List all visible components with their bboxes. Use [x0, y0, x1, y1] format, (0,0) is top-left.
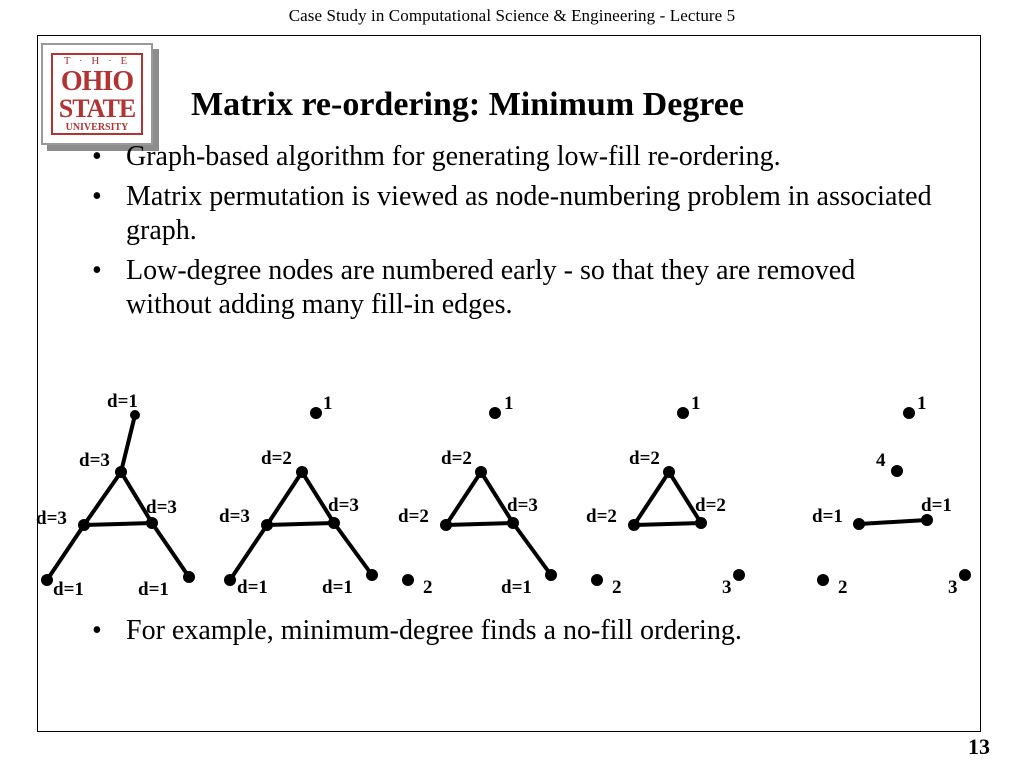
graph-node	[78, 519, 90, 531]
graph-node	[903, 407, 915, 419]
graph-edges	[47, 415, 927, 580]
node-label: d=1	[237, 577, 268, 598]
node-label: d=1	[107, 391, 138, 412]
graph-edge	[446, 472, 481, 525]
graph-node	[366, 569, 378, 581]
page-number: 13	[968, 734, 990, 759]
node-label: 3	[948, 577, 958, 598]
graph-node	[663, 466, 675, 478]
graph-node	[733, 569, 745, 581]
graph-node	[628, 519, 640, 531]
node-label: d=2	[261, 448, 292, 469]
bullet-text: Matrix permutation is viewed as node-numbering problem in associated graph.	[126, 181, 932, 246]
logo-line-ohio: OHIO	[60, 65, 134, 97]
node-label: 3	[722, 577, 732, 598]
graph-node	[146, 517, 158, 529]
graph-node	[959, 569, 971, 581]
node-label: 1	[691, 393, 701, 414]
graph-node	[41, 574, 53, 586]
bullet-text: Graph-based algorithm for generating low-fill re-ordering.	[126, 141, 781, 172]
node-label: 1	[917, 393, 927, 414]
node-label: d=1	[921, 495, 952, 516]
node-label: d=3	[36, 508, 67, 529]
graph-edge	[152, 523, 189, 577]
graph-edge	[859, 520, 927, 524]
node-label: 1	[323, 393, 333, 414]
node-label: d=2	[586, 506, 617, 527]
graph-edge	[84, 523, 152, 525]
graph-node	[591, 574, 603, 586]
logo-line-the: T · H · E	[63, 54, 131, 67]
node-label: 1	[504, 393, 514, 414]
graph-nodes	[41, 407, 971, 586]
node-label: 4	[876, 450, 886, 471]
bullet-marker: •	[92, 615, 102, 646]
graph-node	[489, 407, 501, 419]
graph-edge	[513, 523, 551, 575]
graph-node	[677, 407, 689, 419]
node-label: 2	[612, 577, 622, 598]
graph-node	[115, 466, 127, 478]
logo-line-university: UNIVERSITY	[65, 121, 129, 133]
node-label: d=1	[138, 579, 169, 600]
bullet-marker: •	[92, 181, 102, 212]
graph-node	[328, 517, 340, 529]
graph-node	[507, 517, 519, 529]
node-label: d=1	[322, 577, 353, 598]
graph-node	[475, 466, 487, 478]
graph-node	[296, 466, 308, 478]
graph-node	[261, 519, 273, 531]
graph-node	[310, 407, 322, 419]
node-label: d=3	[219, 506, 250, 527]
graph-node	[817, 574, 829, 586]
graph-edge	[446, 523, 513, 525]
graph-edge	[230, 525, 267, 580]
node-label: d=3	[328, 495, 359, 516]
graph-edge	[267, 472, 302, 525]
graph-node	[402, 574, 414, 586]
slide-header: Case Study in Computational Science & Engineering - Lecture 5	[288, 6, 736, 25]
node-label: d=2	[441, 448, 472, 469]
node-label: d=2	[398, 506, 429, 527]
graph-node	[545, 569, 557, 581]
graph-node	[183, 571, 195, 583]
graph-node	[224, 574, 236, 586]
node-label: d=3	[79, 450, 110, 471]
slide-title: Matrix re-ordering: Minimum Degree	[191, 86, 744, 123]
graph-edge	[334, 523, 372, 575]
bullet-text: Low-degree nodes are numbered early - so that they are removed without adding many fill-in edges.	[126, 255, 856, 320]
bullet-marker: •	[92, 141, 102, 172]
bullet-text: For example, minimum-degree finds a no-fill ordering.	[126, 615, 742, 646]
node-label: d=3	[146, 497, 177, 518]
node-label: d=1	[812, 506, 843, 527]
bullet-marker: •	[92, 255, 102, 286]
graph-edge	[634, 523, 701, 525]
graph-edge	[267, 523, 334, 525]
graph-node	[891, 465, 903, 477]
node-label: d=1	[501, 577, 532, 598]
graph-edge	[121, 415, 135, 472]
graph-node	[853, 518, 865, 530]
logo-line-state: STATE	[58, 93, 136, 123]
graph-edge	[634, 472, 669, 525]
node-label: d=2	[629, 448, 660, 469]
node-label: 2	[423, 577, 433, 598]
node-label: 2	[838, 577, 848, 598]
graph-edge	[84, 472, 121, 525]
node-label: d=1	[53, 579, 84, 600]
graph-edge	[47, 525, 84, 580]
node-label: d=3	[507, 495, 538, 516]
graph-node	[440, 519, 452, 531]
node-label: d=2	[695, 495, 726, 516]
graph-node	[695, 517, 707, 529]
